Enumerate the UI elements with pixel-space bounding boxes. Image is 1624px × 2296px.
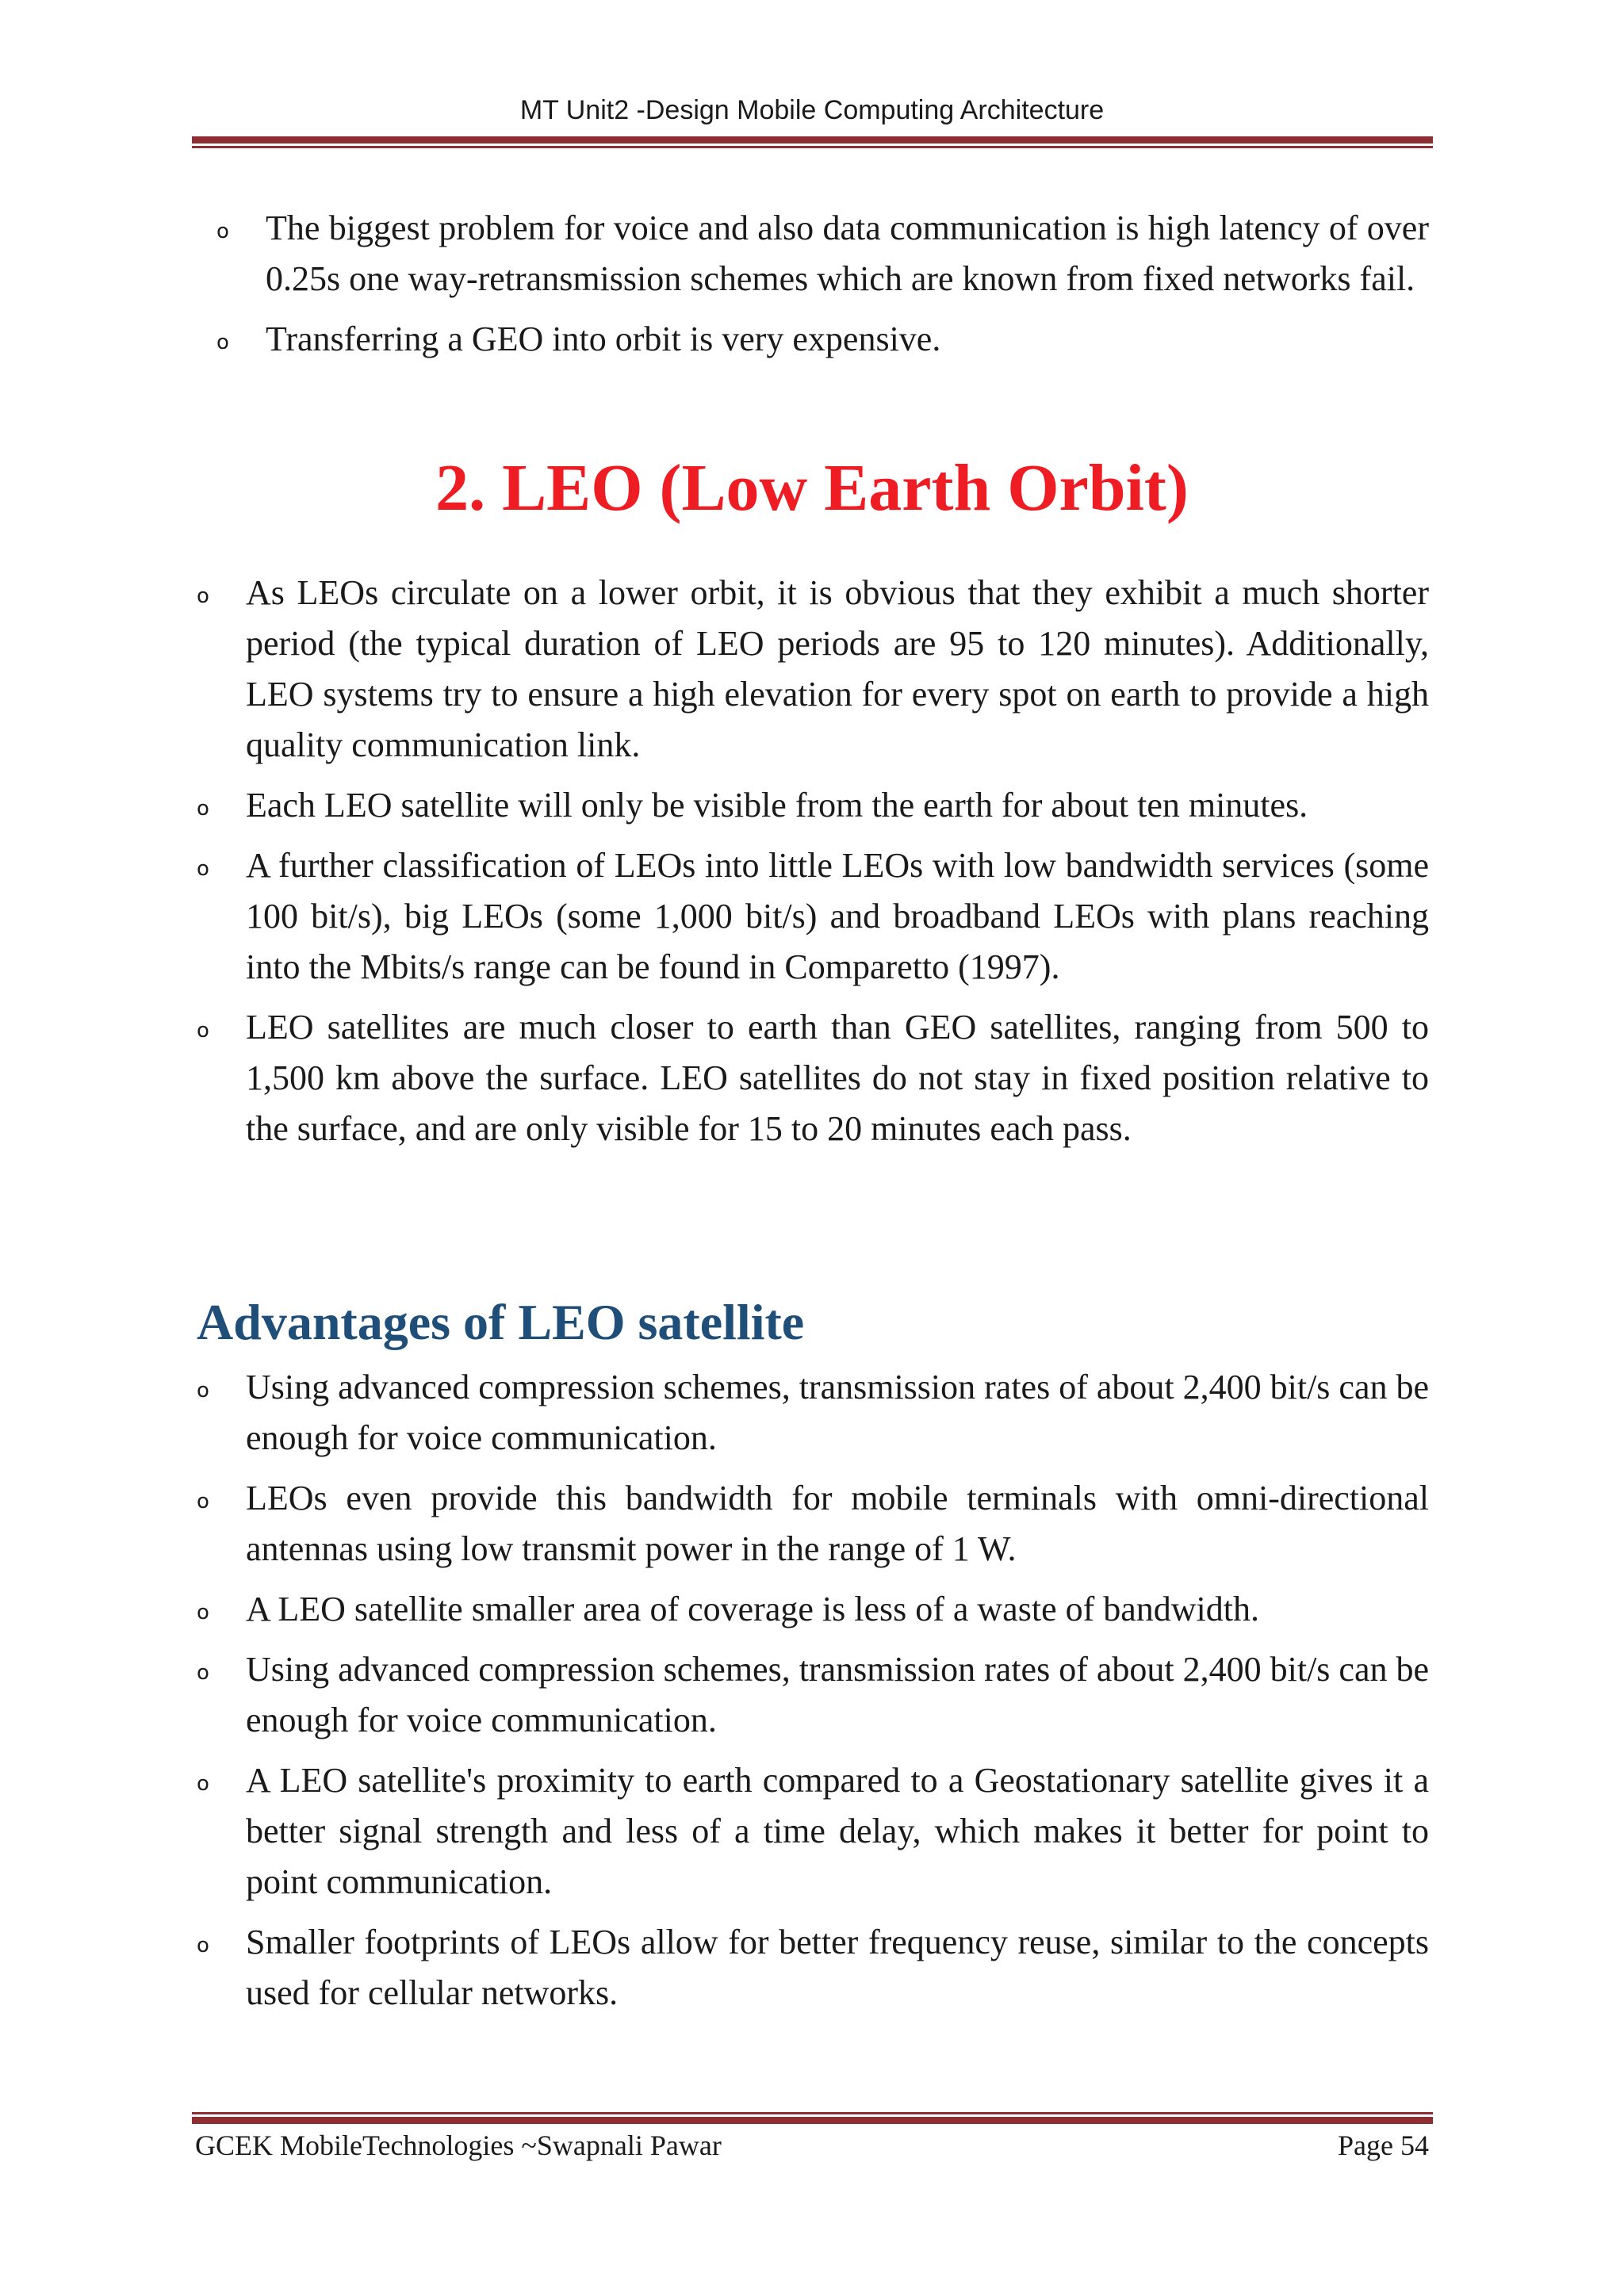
list-item xyxy=(197,568,1429,771)
list-item-text: A further classification of LEOs into little LEOs with low bandwidth services (some 100 bit/s), big LEOs (some 1,000 bit/s) and broadband LEOs with plans reaching into the Mbits/s range can be found in Comparetto (1997). xyxy=(246,846,1429,986)
header-rule-thick xyxy=(192,136,1433,144)
list-item-text: A LEO satellite smaller area of coverage is less of a waste of bandwidth. xyxy=(246,1590,1259,1628)
list-item xyxy=(197,1362,1430,1464)
bullet-icon: o xyxy=(197,1379,209,1402)
page-number: Page 54 xyxy=(1338,2130,1429,2161)
footer-author: GCEK MobileTechnologies ~Swapnali Pawar xyxy=(195,2130,722,2161)
header-rule xyxy=(192,136,1433,148)
list-item-text: Transferring a GEO into orbit is very expensive. xyxy=(266,320,941,358)
list-item-text: LEOs even provide this bandwidth for mobile terminals with omni-directional antennas using low transmit power in the range of 1 W. xyxy=(246,1479,1429,1568)
footer-rule xyxy=(192,2112,1433,2124)
list-item xyxy=(216,203,1429,304)
list-item-text: A LEO satellite's proximity to earth compared to a Geostationary satellite gives it a better signal strength and less of a time delay, which makes it better for point to point communication. xyxy=(246,1761,1429,1901)
footer-rule-thin xyxy=(192,2112,1433,2114)
footer-rule-thick xyxy=(192,2117,1433,2124)
leo-bullet-list xyxy=(197,568,1429,1164)
list-item-text: Using advanced compression schemes, transmission rates of about 2,400 bit/s can be enough for voice communication. xyxy=(246,1368,1430,1457)
bullet-icon: o xyxy=(197,1934,209,1957)
list-item-text: Each LEO satellite will only be visible from the earth for about ten minutes. xyxy=(246,786,1308,825)
bullet-icon: o xyxy=(197,1490,209,1513)
page-header-title: MT Unit2 -Design Mobile Computing Architecture xyxy=(519,95,1105,125)
list-item-text: Using advanced compression schemes, transmission rates of about 2,400 bit/s can be enough for voice communication. xyxy=(246,1650,1430,1739)
list-item xyxy=(197,780,1429,831)
bullet-icon: o xyxy=(197,1772,209,1796)
list-item-text: Smaller footprints of LEOs allow for better frequency reuse, similar to the concepts used for cellular networks. xyxy=(246,1923,1429,2012)
bullet-icon: o xyxy=(197,1661,209,1685)
bullet-icon: o xyxy=(197,1019,209,1043)
list-item-text: LEO satellites are much closer to earth than GEO satellites, ranging from 500 to 1,500 km above the surface. LEO satellites do not stay in fixed position relative to the surface, and are only visible for 15 to 20 minutes each pass. xyxy=(246,1008,1429,1148)
list-item xyxy=(197,1644,1430,1746)
header-rule-thin xyxy=(192,146,1433,148)
bullet-icon: o xyxy=(197,857,209,881)
section-title: 2. LEO (Low Earth Orbit) xyxy=(435,451,1189,525)
list-item xyxy=(197,1917,1429,2019)
bullet-icon: o xyxy=(197,584,209,608)
list-item xyxy=(197,1584,1429,1635)
list-item-text: The biggest problem for voice and also data communication is high latency of over 0.25s one way-retransmission schemes which are known from fixed networks fail. xyxy=(266,209,1429,298)
list-item xyxy=(197,1002,1429,1154)
bullet-icon: o xyxy=(216,331,229,354)
list-item xyxy=(216,314,1429,365)
bullet-icon: o xyxy=(197,797,209,821)
list-item xyxy=(197,840,1429,993)
list-item xyxy=(197,1755,1429,1908)
advantages-bullet-list xyxy=(197,1362,1430,2028)
list-item-text: As LEOs circulate on a lower orbit, it is obvious that they exhibit a much shorter period (the typical duration of LEO periods are 95 to 120 minutes). Additionally, LEO systems try to ensure a high elevation for every spot on earth to provide a high quality communication link. xyxy=(246,573,1429,764)
advantages-heading: Advantages of LEO satellite xyxy=(197,1294,805,1350)
intro-bullet-list xyxy=(216,203,1429,374)
bullet-icon: o xyxy=(216,220,229,243)
bullet-icon: o xyxy=(197,1601,209,1624)
list-item xyxy=(197,1473,1429,1575)
